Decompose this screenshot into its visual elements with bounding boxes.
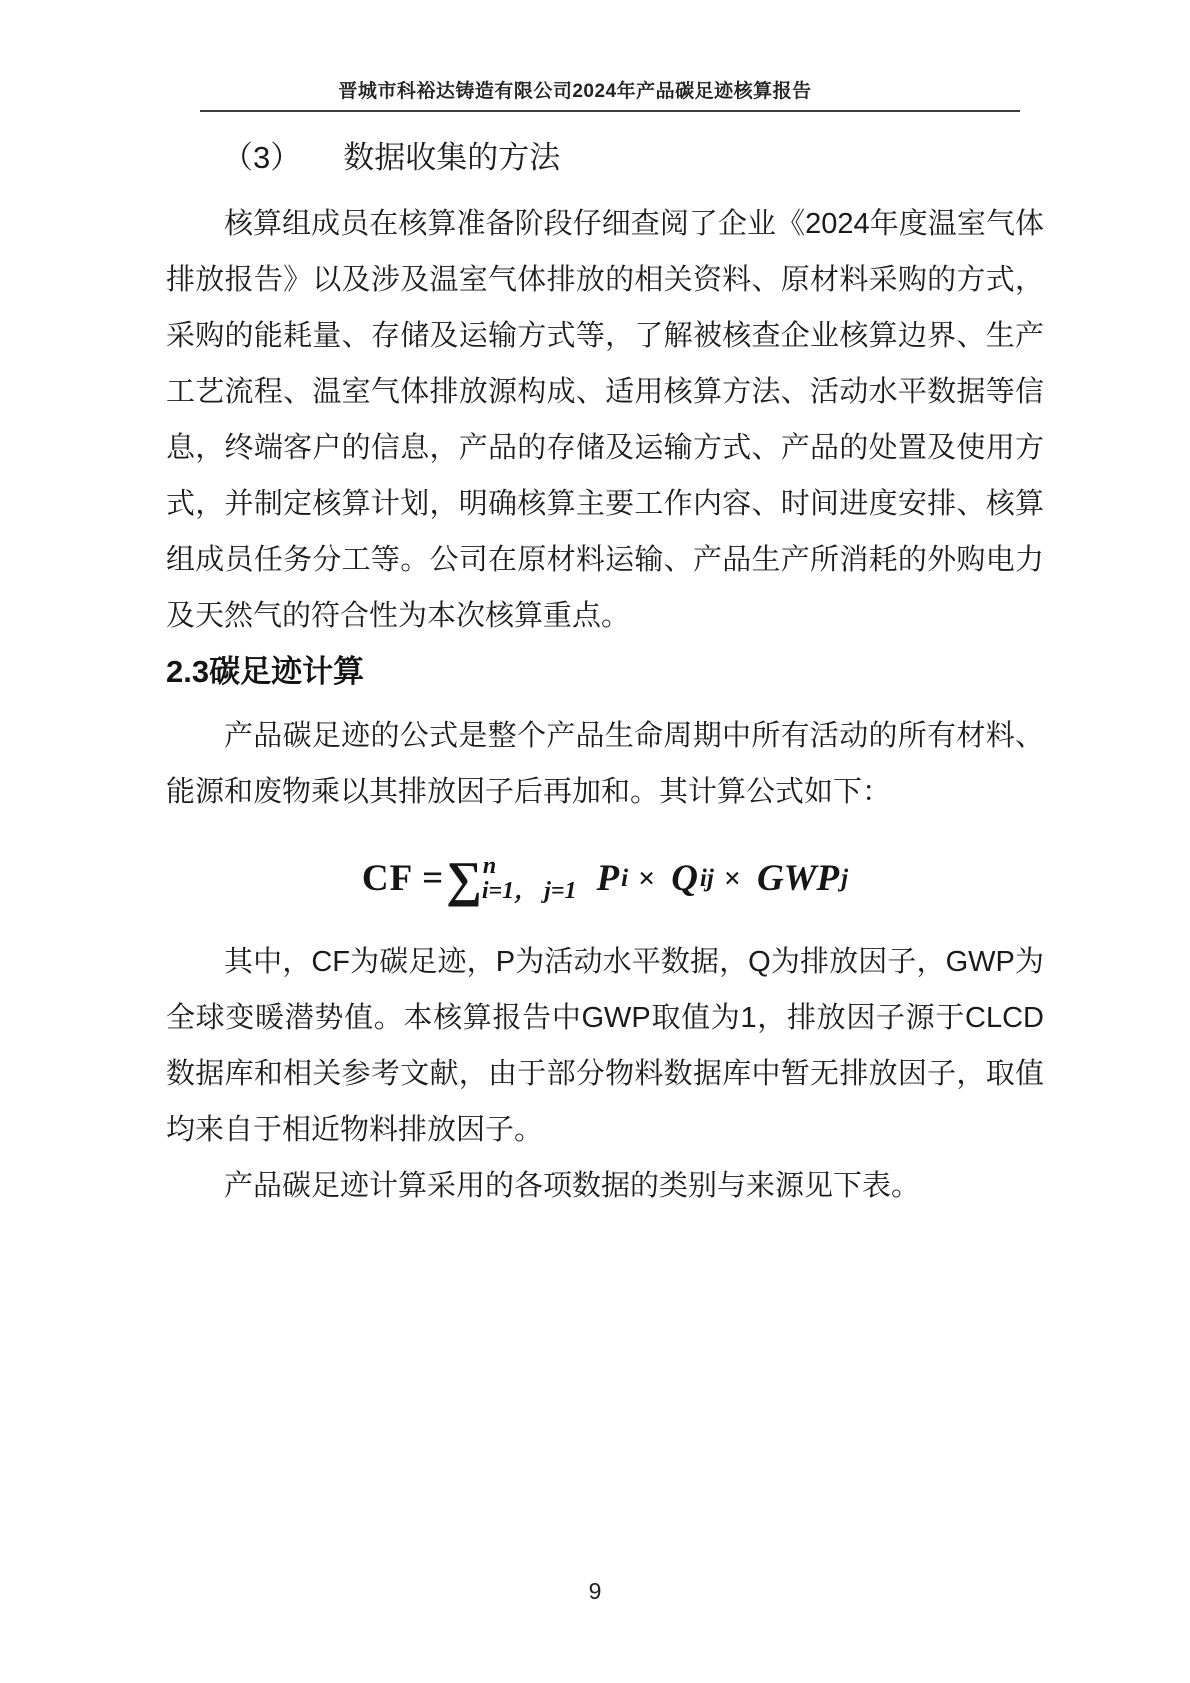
page-footer xyxy=(0,1578,1190,1605)
carbon-footprint-formula xyxy=(166,836,1044,922)
sum-lower-limit: i=1， j=1 xyxy=(481,878,577,904)
heading-data-collection-method xyxy=(166,130,1044,186)
paragraph-formula-intro: 产品碳足迹的公式是整个产品生命周期中所有活动的所有材料、能源和废物乘以其排放因子后再加和。其计算公式如下： xyxy=(166,720,1044,808)
page-number: 9 xyxy=(588,1578,602,1604)
page-header xyxy=(200,0,1020,112)
heading-number: （3） xyxy=(222,140,302,175)
sum-upper-limit: n xyxy=(482,852,497,879)
formula-term-gwp: GWP xyxy=(756,858,840,899)
formula-term-q-sub: ij xyxy=(699,865,714,892)
multiply-sign: × xyxy=(723,862,741,895)
heading-carbon-footprint-calculation: 2.3碳足迹计算 xyxy=(166,654,365,689)
paragraph-formula-explanation: 其中，CF为碳足迹，P为活动水平数据，Q为排放因子，GWP为全球变暖潜势值。本核算报告中GWP取值为1，排放因子源于CLCD数据库和相关参考文献，由于部分物料数据库中暂无排放因子，取值均来自于相近物料排放因子。 xyxy=(166,946,1044,1146)
header-title: 晋城市科裕达铸造有限公司2024年产品碳足迹核算报告 xyxy=(338,81,812,102)
sum-symbol: ∑ xyxy=(446,851,482,907)
formula-term-p: P xyxy=(596,858,620,899)
formula-term-p-sub: i xyxy=(621,865,629,892)
document-body xyxy=(166,130,1044,1214)
formula-term-gwp-sub: j xyxy=(841,865,849,892)
heading-text: 数据收集的方法 xyxy=(343,140,561,175)
sum-limits xyxy=(482,854,577,904)
formula-lhs: CF = xyxy=(361,858,445,899)
paragraph-data-source-note: 产品碳足迹计算采用的各项数据的类别与来源见下表。 xyxy=(224,1170,921,1202)
multiply-sign: × xyxy=(638,862,656,895)
formula-term-q: Q xyxy=(671,858,698,899)
paragraph-data-collection: 核算组成员在核算准备阶段仔细查阅了企业《2024年度温室气体排放报告》以及涉及温室气体排放的相关资料、原材料采购的方式，采购的能耗量、存储及运输方式等，了解被核查企业核算边界、生产工艺流程、温室气体排放源构成、适用核算方法、活动水平数据等信息，终端客户的信息，产品的存储及运输方式、产品的处置及使用方式，并制定核算计划，明确核算主要工作内容、时间进度安排、核算组成员任务分工等。公司在原材料运输、产品生产所消耗的外购电力及天然气的符合性为本次核算重点。 xyxy=(166,208,1044,632)
